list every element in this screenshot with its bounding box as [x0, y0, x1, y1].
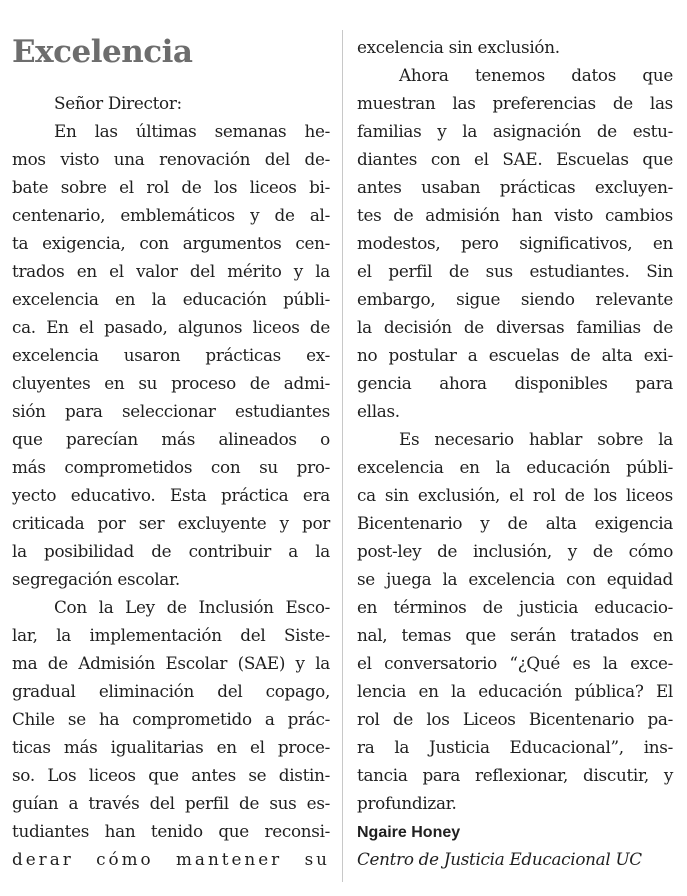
body-line: ma de Admisión Escolar (SAE) y la — [12, 653, 330, 673]
body-line: profundizar. — [357, 793, 457, 813]
body-line: gencia ahora disponibles para — [357, 373, 673, 393]
body-line: centenario, emblemáticos y de al- — [12, 205, 330, 225]
body-line: sión para seleccionar estudiantes — [12, 401, 330, 421]
body-line: antes usaban prácticas excluyen- — [357, 177, 673, 197]
body-line: criticada por ser excluyente y por — [12, 513, 330, 533]
body-line: cluyentes en su proceso de admi- — [12, 373, 330, 393]
body-line: ellas. — [357, 401, 400, 421]
body-line: tancia para reflexionar, discutir, y — [357, 765, 673, 785]
body-line: Bicentenario y de alta exigencia — [357, 513, 673, 533]
body-line: se juega la excelencia con equidad — [357, 569, 673, 589]
body-line: segregación escolar. — [12, 569, 180, 589]
body-line: lar, la implementación del Siste- — [12, 625, 330, 645]
body-line: muestran las preferencias de las — [357, 93, 673, 113]
body-line: rol de los Liceos Bicentenario pa- — [357, 709, 673, 729]
body-line: Con la Ley de Inclusión Esco- — [54, 597, 330, 617]
body-line: que parecían más alineados o — [12, 429, 330, 449]
body-line: la decisión de diversas familias de — [357, 317, 673, 337]
body-line: derar cómo mantener su — [12, 849, 330, 869]
body-line: nal, temas que serán tratados en — [357, 625, 673, 645]
body-line: post-ley de inclusión, y de cómo — [357, 541, 673, 561]
signature-name: Ngaire Honey — [357, 824, 461, 841]
body-line: ca. En el pasado, algunos liceos de — [12, 317, 330, 337]
body-line: gradual eliminación del copago, — [12, 681, 330, 701]
body-line: en términos de justicia educacio- — [357, 597, 673, 617]
body-line: la posibilidad de contribuir a la — [12, 541, 330, 561]
body-line: excelencia usaron prácticas ex- — [12, 345, 330, 365]
salutation: Señor Director: — [54, 93, 182, 113]
body-line: diantes con el SAE. Escuelas que — [357, 149, 673, 169]
body-line: ra la Justicia Educacional”, ins- — [357, 737, 673, 757]
body-line: ticas más igualitarias en el proce- — [12, 737, 330, 757]
body-line: mos visto una renovación del de- — [12, 149, 330, 169]
body-line: guían a través del perfil de sus es- — [12, 793, 330, 813]
body-line: so. Los liceos que antes se distin- — [12, 765, 330, 785]
column-divider — [342, 30, 343, 882]
body-line: tes de admisión han visto cambios — [357, 205, 673, 225]
body-line: excelencia en la educación públi- — [12, 289, 330, 309]
body-line: modestos, pero significativos, en — [357, 233, 673, 253]
body-line: En las últimas semanas he- — [54, 121, 330, 141]
body-line: el perfil de sus estudiantes. Sin — [357, 261, 673, 281]
body-line: Ahora tenemos datos que — [399, 65, 673, 85]
body-line: no postular a escuelas de alta exi- — [357, 345, 673, 365]
signature-institution: Centro de Justicia Educacional UC — [357, 849, 642, 869]
body-line: ca sin exclusión, el rol de los liceos — [357, 485, 673, 505]
body-line: bate sobre el rol de los liceos bi- — [12, 177, 330, 197]
body-line: excelencia en la educación públi- — [357, 457, 673, 477]
body-line: más comprometidos con su pro- — [12, 457, 330, 477]
body-line: ta exigencia, con argumentos cen- — [12, 233, 330, 253]
body-line: tudiantes han tenido que reconsi- — [12, 821, 330, 841]
body-line: embargo, sigue siendo relevante — [357, 289, 673, 309]
body-line: Chile se ha comprometido a prác- — [12, 709, 330, 729]
body-line: familias y la asignación de estu- — [357, 121, 673, 141]
body-line: Es necesario hablar sobre la — [399, 429, 673, 449]
body-line: yecto educativo. Esta práctica era — [12, 485, 330, 505]
body-line: trados en el valor del mérito y la — [12, 261, 330, 281]
body-line: excelencia sin exclusión. — [357, 37, 560, 57]
body-line: lencia en la educación pública? El — [357, 681, 673, 701]
body-line: el conversatorio “¿Qué es la exce- — [357, 653, 673, 673]
article-title: Excelencia — [12, 34, 193, 70]
